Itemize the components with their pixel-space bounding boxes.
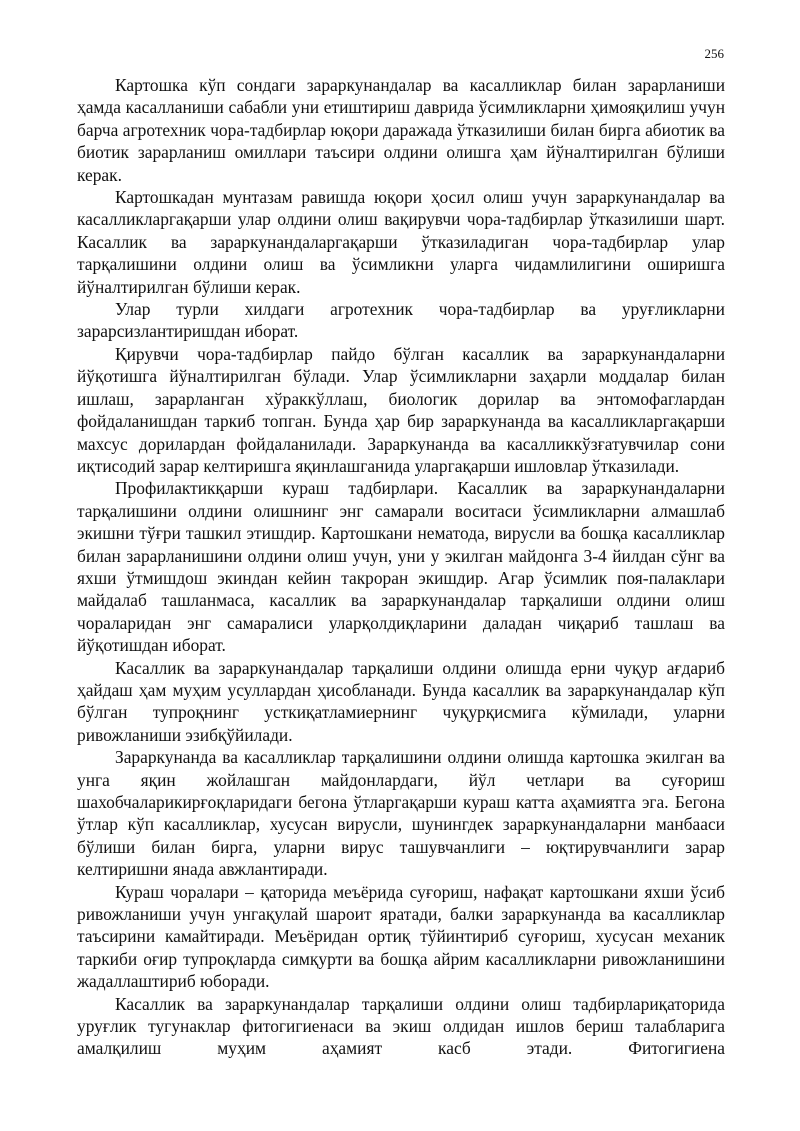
paragraph-7: Зараркунанда ва касалликлар тарқалишини олдини олишда картошка экилган ва унга яқин жойлашган майдонлардаги, йўл четлари ва суғориш шахобчаларикирғоқларидаги бегона ўтларгақарши кураш катта аҳамиятга эга. Бегона ўтлар кўп касалликлар, хусусан вирусли, шунингдек зараркунандаларни манбааси бўлиши билан бирга, уларни вирус ташувчанлиги – юқтирувчанлиги зарар келтиришни янада авжлантиради. xyxy=(77,747,725,880)
paragraph-8: Кураш чоралари – қаторида меъёрида суғориш, нафақат картошкани яхши ўсиб ривожланиши учун унгақулай шароит яратади, балки зараркунанда ва касалликлар таъсирини камайтиради. Меъёридан ортиқ тўйинтириб суғориш, хусусан механик таркиби оғир тупроқларда симқурти ва бошқа айрим касалликларни ривожланишини жадаллаштириб юборади. xyxy=(77,881,725,992)
page-number: 256 xyxy=(704,46,724,61)
paragraph-4: Қирувчи чора-тадбирлар пайдо бўлган касаллик ва зараркунандаларни йўқотишга йўналтирилган бўлади. Улар ўсимликларни заҳарли моддалар билан ишлаш, зарарланган хўраккўллаш, биологик дорилар ва энтомофаглардан фойдаланишдан таркиб топган. Бунда ҳар бир зараркунанда ва касалликларгақарши махсус дорилардан фойдаланилади. Зараркунанда ва касалликкўзғатувчилар сони иқтисодий зарар келтиришга яқинлашганида уларгақарши ишловлар ўтказилади. xyxy=(77,343,725,476)
paragraph-2: Картошкадан мунтазам равишда юқори ҳосил олиш учун зараркунандалар ва касалликларгақарши улар олдини олиш вақирувчи чора-тадбирлар ўтказилиши шарт. Касаллик ва зараркунандаларгақарши ўтказиладиган чора-тадбирлар улар тарқалишини олдини олиш ва ўсимликни уларга чидамлилигини оширишга йўналтирилган бўлиши керак. xyxy=(77,187,725,297)
paragraph-1: Картошка кўп сондаги зараркунандалар ва касалликлар билан зарарланиши ҳамда касалланиши сабабли уни етиштириш даврида ўсимликларни ҳимояқилиш учун барча агротехник чора-тадбирлар юқори даражада ўтказилиши билан бирга абиотик ва биотик зарарланиш омиллари таъсири олдини олишга ҳам йўналтирилган бўлиши керак. xyxy=(77,75,725,185)
paragraph-6: Касаллик ва зараркунандалар тарқалиши олдини олишда ерни чуқур ағдариб ҳайдаш ҳам муҳим усуллардан ҳисобланади. Бунда касаллик ва зараркунандалар кўп бўлган тупроқнинг усткиқатламиeрнинг чуқурқисмига кўмилади, уларни ривожланиши эзибқўйилади. xyxy=(77,657,725,745)
body-text xyxy=(77,74,725,1060)
paragraph-3: Улар турли хилдаги агротехник чора-тадбирлар ва уруғликларни зарарсизлантиришдан иборат. xyxy=(77,299,725,342)
paragraph-5: Профилактикқарши кураш тадбирлари. Касаллик ва зараркунандаларни тарқалишини олдини олишнинг энг самарали воситаси ўсимликларни алмашлаб экишни тўғри ташкил этишдир. Картошкани нематода, вирусли ва бошқа касалликлар билан зарарланишини олдини олиш учун, уни у экилган майдонга 3-4 йилдан сўнг ва яхши ўтмишдош экиндан кейин такроран экишдир. Агар ўсимлик поя-палаклари майдалаб ташланмаса, касаллик ва зараркунандалар тарқалиши олдини олиш чораларидан энг самаралиси уларқолдиқларини даладан чиқариб ташлаш ва йўқотишдан иборат. xyxy=(77,478,725,656)
paragraph-9: Касаллик ва зараркунандалар тарқалиши олдини олиш тадбирлариқаторида уруғлик тугунаклар фитогигиенаси ва экиш олдидан ишлов бериш талабларига амалқилиш муҳим аҳамият касб этади. Фитогигиена xyxy=(77,993,725,1059)
